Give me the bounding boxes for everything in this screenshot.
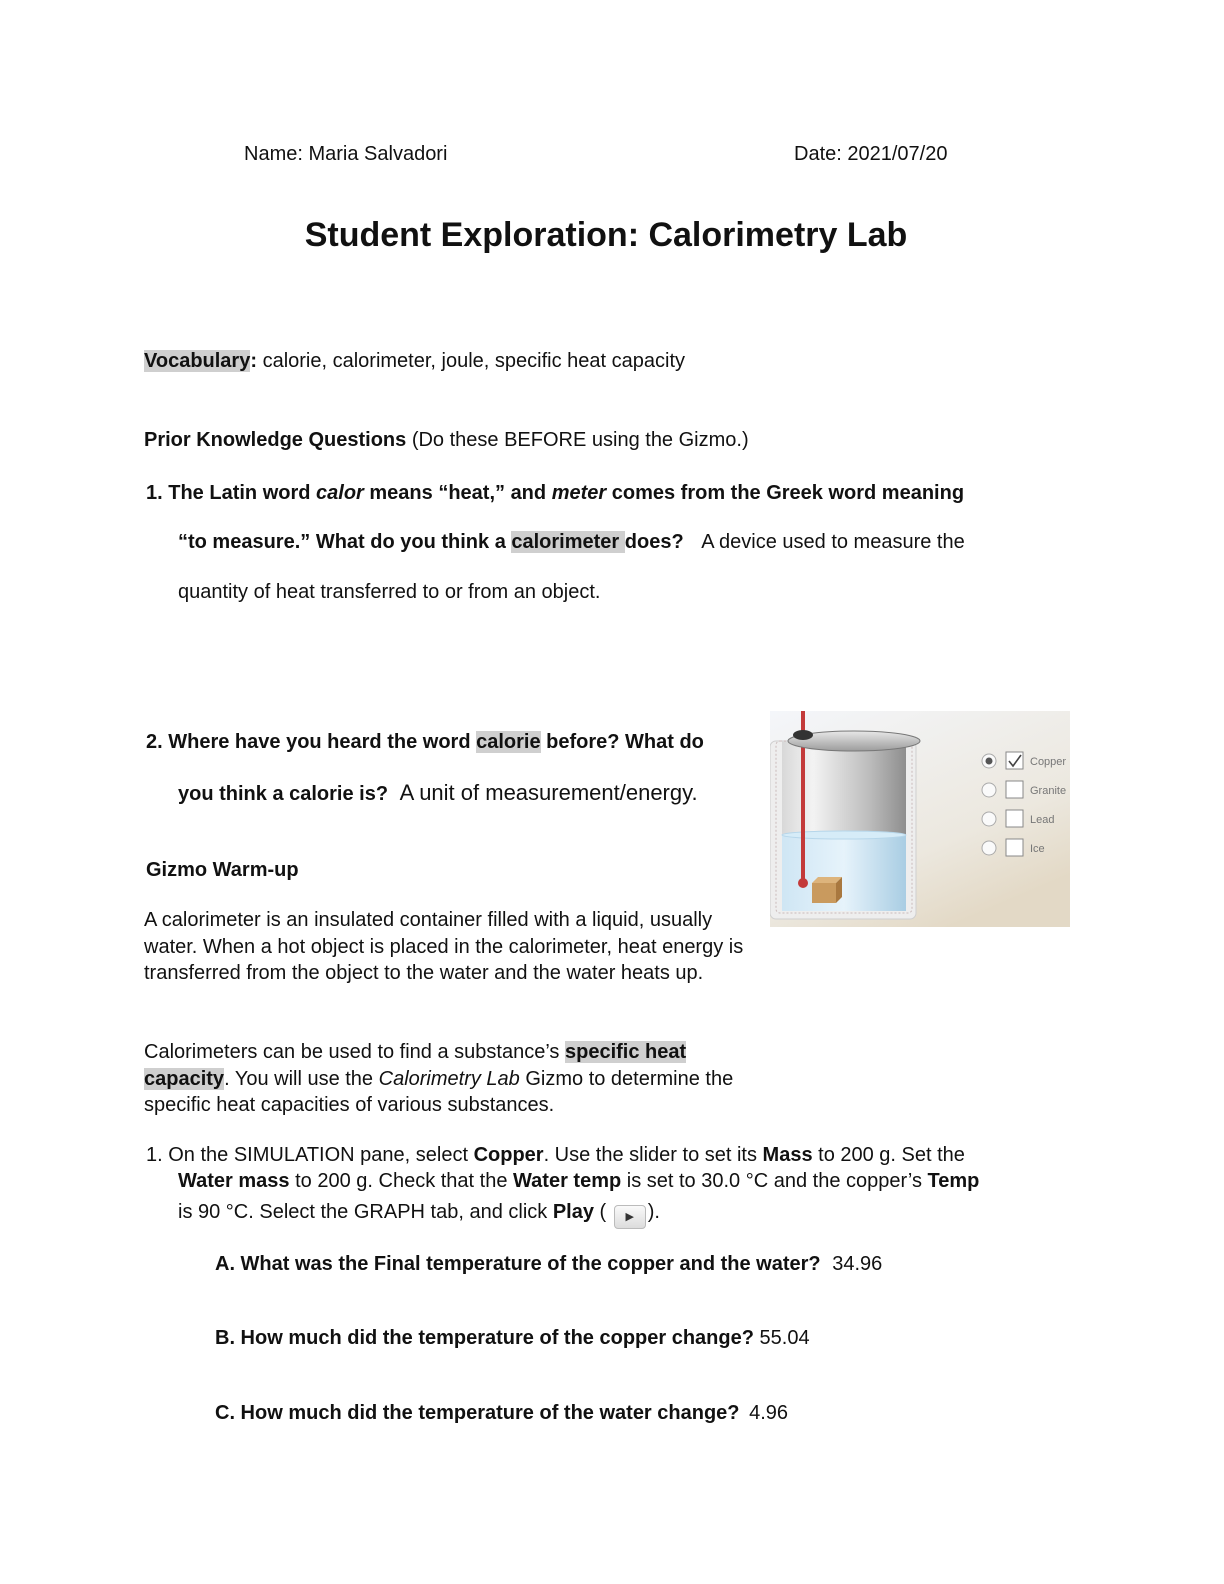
step-1-play: Play: [552, 1201, 594, 1223]
substance-option-label: Lead: [1030, 814, 1055, 826]
question-1-word-calor: calor: [316, 482, 364, 504]
checkbox-icon: [1006, 752, 1023, 769]
question-b-answer: 55.04: [759, 1327, 810, 1349]
question-1-word-meter: meter: [551, 482, 607, 504]
radio-icon: [982, 812, 996, 826]
step-1-text-1: On the SIMULATION pane, select: [168, 1144, 474, 1166]
radio-selected-dot: [986, 758, 993, 765]
step-1-line-1: [146, 1144, 965, 1167]
question-2-text-c: you think a calorie is?: [178, 783, 389, 805]
question-1-text-c: comes from the Greek word meaning: [606, 482, 965, 504]
vocabulary-terms: calorie, calorimeter, joule, specific heat capacity: [262, 350, 685, 372]
step-1-text-5: is set to 30.0 °C and the copper’s: [621, 1170, 928, 1192]
question-1-text-b: means “heat,” and: [363, 482, 552, 504]
warmup-paragraph-2: [144, 1039, 754, 1119]
question-c-text: C. How much did the temperature of the water change?: [215, 1402, 740, 1424]
question-a-text: A. What was the Final temperature of the copper and the water?: [215, 1253, 821, 1275]
prior-knowledge-note: (Do these BEFORE using the Gizmo.): [411, 429, 749, 451]
step-1-line-3: [178, 1201, 660, 1229]
step-1-water-temp: Water temp: [513, 1170, 622, 1192]
prior-knowledge-heading-line: [144, 429, 749, 452]
calorimeter-illustration: [770, 711, 1070, 927]
step-1-text-4: to 200 g. Check that the: [289, 1170, 514, 1192]
question-b-text: B. How much did the temperature of the copper change?: [215, 1327, 754, 1349]
vocabulary-colon: :: [250, 350, 258, 372]
step-1-number: 1.: [146, 1144, 163, 1166]
question-2-text-b: before? What do: [540, 731, 704, 753]
calorimeter-image: [770, 711, 1070, 927]
step-1-copper: Copper: [473, 1144, 544, 1166]
step-1-text-7: (: [593, 1201, 607, 1223]
question-1-highlight-calorimeter: calorimeter: [511, 531, 625, 553]
highlight-specific-heat-capacity: specific heat capacity: [144, 1041, 687, 1090]
warmup-paragraph-2-c: Gizmo to determine the specific heat capacities of various substances.: [144, 1067, 734, 1116]
warmup-gizmo-name: Calorimetry Lab: [378, 1067, 520, 1090]
question-1-text-a: The Latin word: [168, 482, 317, 504]
question-2-line-2: [178, 780, 698, 806]
vocabulary-line: [144, 350, 685, 373]
question-2-answer: A unit of measurement/energy.: [399, 780, 698, 805]
play-icon: ▶: [614, 1205, 646, 1229]
warmup-paragraph-2-b: . You will use the: [224, 1067, 379, 1090]
checkbox-icon: [1006, 839, 1023, 856]
substance-option-label: Copper: [1030, 756, 1067, 768]
question-b: [215, 1327, 810, 1350]
step-1-temp: Temp: [927, 1170, 980, 1192]
substance-option-label: Granite: [1030, 785, 1067, 797]
name-line: [244, 143, 447, 166]
question-1-number: 1.: [146, 482, 163, 504]
question-a: [215, 1253, 882, 1276]
radio-icon: [982, 841, 996, 855]
checkbox-icon: [1006, 810, 1023, 827]
question-2-highlight-calorie: calorie: [476, 731, 541, 753]
question-2-text-a: Where have you heard the word: [168, 731, 477, 753]
substance-option-label: Ice: [1030, 843, 1045, 855]
step-1-text-3: to 200 g. Set the: [812, 1144, 965, 1166]
question-2-number: 2.: [146, 731, 163, 753]
radio-icon: [982, 783, 996, 797]
date-line: [794, 143, 947, 166]
question-2-line-1: [146, 731, 704, 754]
name-label: Name:: [244, 143, 303, 165]
warmup-heading: Gizmo Warm-up: [146, 859, 299, 881]
question-1-line-1: [146, 482, 964, 505]
step-1-text-2: . Use the slider to set its: [543, 1144, 763, 1166]
question-1-answer-b: quantity of heat transferred to or from an object.: [178, 581, 601, 603]
step-1-text-6: is 90 °C. Select the GRAPH tab, and click: [178, 1201, 553, 1223]
step-1-text-8: ).: [647, 1201, 660, 1223]
date-label: Date:: [794, 143, 842, 165]
step-1-water-mass: Water mass: [178, 1170, 290, 1192]
page-title: Student Exploration: Calorimetry Lab: [304, 216, 908, 254]
question-1-text-d: “to measure.” What do you think a: [178, 531, 512, 553]
step-1-mass: Mass: [762, 1144, 813, 1166]
date-value: 2021/07/20: [847, 143, 948, 165]
warmup-paragraph-1: A calorimeter is an insulated container filled with a liquid, usually water. When a hot object is placed in the calorimeter, heat energy is transferred from the object to the water and the water heats up.: [144, 909, 744, 984]
checkbox-icon: [1006, 781, 1023, 798]
question-a-answer: 34.96: [832, 1253, 883, 1275]
question-c: [215, 1402, 788, 1425]
question-c-answer: 4.96: [749, 1402, 789, 1424]
name-value: Maria Salvadori: [308, 143, 448, 165]
prior-knowledge-heading: Prior Knowledge Questions: [144, 429, 407, 451]
warmup-paragraph-2-a: Calorimeters can be used to find a substance’s: [144, 1041, 565, 1063]
question-1-text-e: does?: [624, 531, 684, 553]
step-1-line-2: [178, 1170, 979, 1193]
question-1-answer-a: A device used to measure the: [701, 531, 965, 553]
question-1-line-2: [178, 531, 965, 554]
vocabulary-label: Vocabulary: [144, 350, 251, 372]
